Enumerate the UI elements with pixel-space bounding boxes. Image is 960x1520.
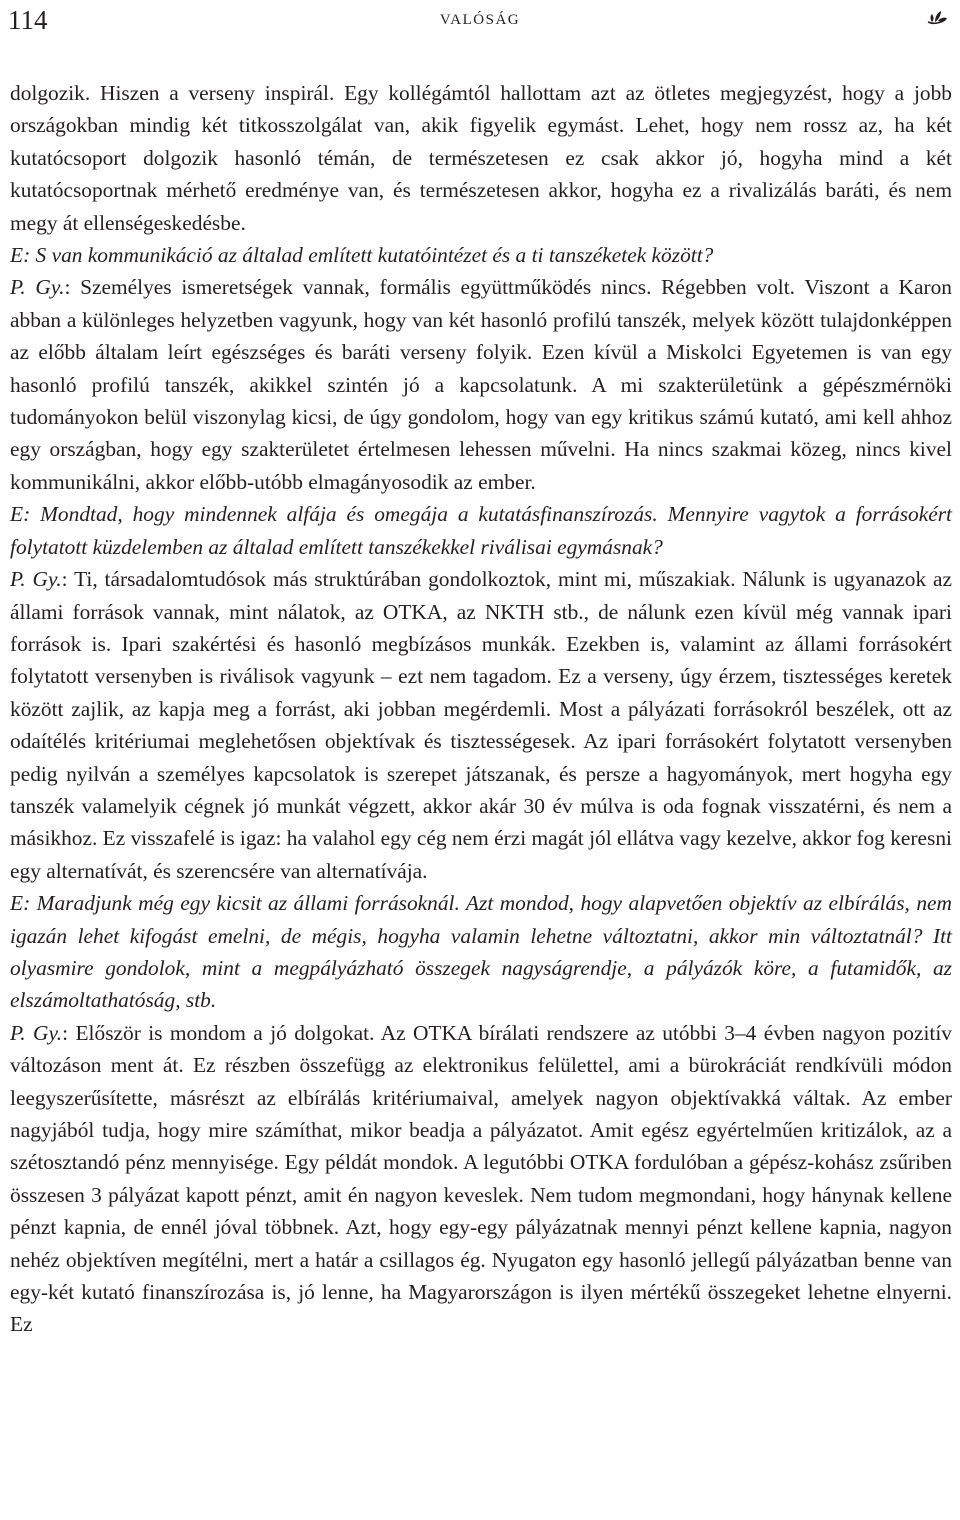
page-header <box>8 2 952 38</box>
paragraph-answer: dolgozik. Hiszen a verseny inspirál. Egy kollégámtól hallottam azt az ötletes megjegyzést, hogy a jobb országokban mindig két titkosszolgálat van, akik figyelik egymást. Lehet, hogy nem rossz az, ha két kutatócsoport dolgozik hasonló témán, de természetesen ez csak akkor jó, hogyha mind a két kutatócsoportnak mérhető eredménye van, és természetesen akkor, hogyha ez a rivalizálás baráti, és nem megy át ellenségeskedésbe. <box>10 81 952 235</box>
running-title: VALÓSÁG <box>439 12 521 28</box>
speaker-label: P. Gy. <box>10 1020 63 1045</box>
article-body <box>10 77 952 1341</box>
speaker-label: P. Gy. <box>10 567 62 592</box>
speaker-label: P. Gy. <box>10 275 65 300</box>
page-number: 114 <box>8 5 48 35</box>
paragraph-question: E: S van kommunikáció az általad említett kutatóintézet és a ti tanszéketek között? <box>10 243 714 268</box>
paragraph-answer: P. Gy.: Ti, társadalomtudósok más struktúrában gondolkoztok, mint mi, műszakiak. Nálunk is ugyanazok az állami források vannak, mint nálatok, az OTKA, az NKTH stb., de nálunk ezen kívül még vannak ipari források is. Ipari szakértési és hasonló megbízásos munkák. Ezekben is, valamint az állami forrásokért folytatott versenyben is riválisok vagyunk – ezt nem tagadom. Ez a verseny, úgy érzem, tisztességes keretek között zajlik, az kapja meg a forrást, aki jobban megérdemli. Most a pályázati forrásokról beszélek, ott az odaítélés kritériumai meglehetősen objektívak és tisztességesek. Az ipari forrásokért folytatott versenyben pedig nyilván a személyes kapcsolatok is szerepet játszanak, és persze a hagyományok, mert hogyha egy tanszék valamelyik cégnek jó munkát végzett, akkor akár 30 év múlva is oda fognak visszatérni, és nem a másikhoz. Ez visszafelé is igaz: ha valahol egy cég nem érzi magát jól ellátva vagy kezelve, akkor fog keresni egy alternatívát, és szerencsére van alternatívája. <box>10 567 952 883</box>
paragraph-question: E: Mondtad, hogy mindennek alfája és omegája a kutatásfinanszírozás. Mennyire vagytok a forrásokért folytatott küzdelemben az általad említett tanszékekkel riválisai egymásnak? <box>10 502 952 559</box>
paragraph-answer: P. Gy.: Először is mondom a jó dolgokat. Az OTKA bírálati rendszere az utóbbi 3–4 évben nagyon pozitív változáson ment át. Ez részben összefügg az elektronikus felülettel, ami a bürokráciát rendkívüli módon leegyszerűsítette, másrészt az elbírálás kritériumaival, amelyek nagyon objektívakká váltak. Az ember nagyjából tudja, hogy mire számíthat, mikor beadja a pályázatot. Amit egész egyértelműen kritizálok, az a szétosztandó pénz mennyisége. Egy példát mondok. A legutóbbi OTKA fordulóban a gépész-kohász zsűriben összesen 3 pályázat kapott pénzt, amit én nagyon keveslek. Nem tudom megmondani, hogy hánynak kellene pénzt kapnia, de ennél jóval többnek. Azt, hogy egy-egy pályázatnak mennyi pénzt kellene kapnia, nagyon nehéz objektíven megítélni, mert a határ a csillagos ég. Nyugaton egy hasonló jellegű pályázatban benne van egy-két kutató finanszírozása is, jó lenne, ha Magyarországon is ilyen mértékű összegeket lehetne elnyerni. Ez <box>10 1020 952 1337</box>
paragraph-answer: P. Gy.: Személyes ismeretségek vannak, formális együttműködés nincs. Régebben volt. Viszont a Karon abban a különleges helyzetben vagyunk, hogy van két hasonló profilú tanszék, melyek között tulajdonképpen az előbb általam leírt egészséges és baráti verseny folyik. Ezen kívül a Miskolci Egyetemen is van egy hasonló profilú tanszék, akikkel szintén jó a kapcsolatunk. A mi szakterületünk a gépészmérnöki tudományokon belül viszonylag kicsi, de úgy gondolom, hogy van egy kritikus számú kutató, ami kell ahhoz egy országban, hogy egy szakterületet értelmesen lehessen művelni. Ha nincs szakmai közeg, nincs kivel kommunikálni, akkor előbb-utóbb elmagányosodik az ember. <box>10 275 952 494</box>
sprout-ornament-icon <box>926 8 948 26</box>
paragraph-question: E: Maradjunk még egy kicsit az állami forrásoknál. Azt mondod, hogy alapvetően objektív az elbírálás, nem igazán lehet kifogást emelni, de mégis, hogyha valamin lehetne változtatni, akkor min változtatnál? Itt olyasmire gondolok, mint a megpályázható összegek nagyságrendje, a pályázók köre, a futamidők, az elszámoltathatóság, stb. <box>10 891 952 1013</box>
